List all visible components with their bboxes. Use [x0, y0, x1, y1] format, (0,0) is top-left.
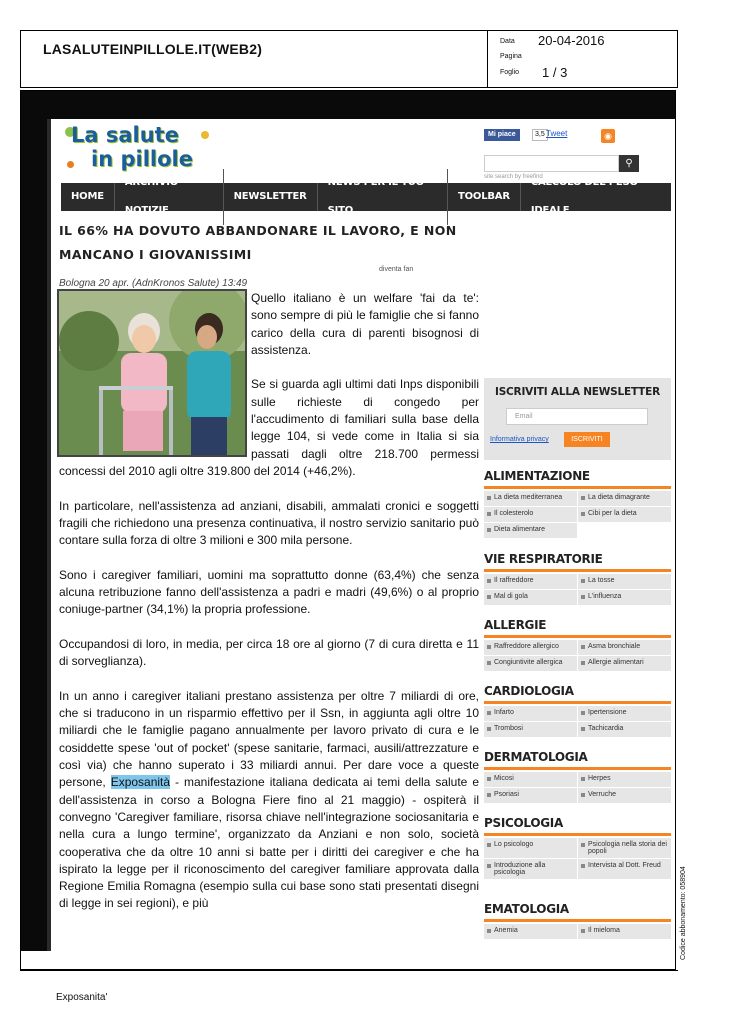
search-icon[interactable]: ⚲ — [619, 155, 639, 172]
category-link[interactable]: La dieta mediterranea — [484, 491, 577, 506]
category-link[interactable]: Tachicardia — [578, 722, 671, 737]
category-ematologia — [484, 902, 671, 939]
newsletter-title: ISCRIVITI ALLA NEWSLETTER — [494, 386, 660, 398]
subscription-code: Codice abbonamento: 058904 — [680, 866, 687, 960]
category-link[interactable]: Psicologia nella storia dei popoli — [578, 838, 671, 858]
paragraph: Occupandosi di loro, in media, per circa 18 ore al giorno (7 di cura diretta e 11 di sorveglianza). — [59, 636, 479, 669]
article-body — [59, 290, 479, 930]
category-link[interactable]: Mal di gola — [484, 590, 577, 605]
category-link[interactable]: La dieta dimagrante — [578, 491, 671, 506]
search-note: site search by freefind — [484, 174, 543, 180]
category-link[interactable]: Il raffreddore — [484, 574, 577, 589]
page-screenshot — [20, 90, 676, 970]
paragraph: In un anno i caregiver italiani prestano assistenza per oltre 7 miliardi di ore, che si traducono in un risparmio effettivo per il Ssn, in aggiunta agli oltre 10 miliardi che le famiglie pagano annualmente per lavoro privato di cura e le cosiddette spese 'out of pocket' (spese sanitarie, farmaci, ausili/attrezzature e così via) che hanno superato i 33 miliardi annui. Per dare voce a queste persone, Exposanità - manifestazione italiana dedicata ai temi della salute e dell'assistenza in corso a Bologna Fiere fino al 21 maggio) - ospiterà il convegno 'Caregiver familiare, risorsa chiave nell'integrazione sociosanitaria e nella cura a lungo termine', organizzato da Anziani e non solo, società cooperativa che da oltre 10 anni si batte per i diritti dei caregiver e che ha ispirato la legge per il riconoscimento del caregiver familiare approvata dalla Regione Emilia Romagna (esempio sulla cui base sono stati presentati disegni di legge in sei regioni), e più — [59, 688, 479, 911]
category-link[interactable]: Allergie alimentari — [578, 656, 671, 671]
paragraph: Quello italiano è un welfare 'fai da te': sono sempre di più le famiglie che si fanno carico della cura di parenti bisognosi di assistenza. — [251, 291, 479, 357]
category-link[interactable]: Verruche — [578, 788, 671, 803]
publication-name: LASALUTEINPILLOLE.IT(WEB2) — [43, 41, 263, 57]
category-cardiologia — [484, 684, 671, 737]
logo-line2: in pillole — [91, 147, 193, 171]
foglio-label: Foglio — [500, 69, 520, 76]
fan-link[interactable]: diventa fan — [379, 266, 414, 273]
category-link[interactable]: Anemia — [484, 924, 577, 939]
category-link[interactable]: L'influenza — [578, 590, 671, 605]
nav-toolbar[interactable]: TOOLBAR — [448, 183, 521, 211]
date-value: 20-04-2016 — [538, 33, 605, 48]
category-link[interactable]: Intervista al Dott. Freud — [578, 859, 671, 879]
category-link[interactable]: Lo psicologo — [484, 838, 577, 858]
subscribe-button[interactable]: ISCRIVITI — [564, 432, 610, 447]
category-title: ALIMENTAZIONE — [484, 469, 671, 489]
nav-home[interactable]: HOME — [61, 183, 115, 211]
category-link[interactable]: Asma bronchiale — [578, 640, 671, 655]
facebook-like-button[interactable]: Mi piace — [484, 129, 520, 141]
category-title: EMATOLOGIA — [484, 902, 671, 922]
press-header — [20, 30, 678, 88]
rss-icon[interactable]: ◉ — [601, 129, 615, 143]
category-link[interactable]: Infarto — [484, 706, 577, 721]
category-title: CARDIOLOGIA — [484, 684, 671, 704]
article-dateline: Bologna 20 apr. (AdnKronos Salute) 13:49 — [59, 278, 248, 289]
foglio-value: 1 / 3 — [542, 65, 568, 80]
category-link[interactable]: Congiuntivite allergica — [484, 656, 577, 671]
category-alimentazione — [484, 469, 671, 538]
data-label: Data — [500, 38, 515, 45]
paragraph: In particolare, nell'assistenza ad anziani, disabili, ammalati cronici e soggetti fragili che richiedono una presenza continuativa, il nostro servizio sanitario può contare sulla forza di oltre 3 milioni e 300 mila persone. — [59, 498, 479, 548]
category-link[interactable]: Herpes — [578, 772, 671, 787]
newsletter-box — [484, 378, 671, 460]
facebook-like-count: 3,5 — [532, 129, 548, 141]
category-link[interactable]: Il colesterolo — [484, 507, 577, 522]
category-link[interactable]: Raffreddore allergico — [484, 640, 577, 655]
category-link[interactable]: Trombosi — [484, 722, 577, 737]
privacy-link[interactable]: Informativa privacy — [490, 436, 549, 443]
footer-source: Exposanita' — [56, 992, 108, 1003]
category-link[interactable]: Ipertensione — [578, 706, 671, 721]
category-psicologia — [484, 816, 671, 879]
category-link[interactable]: La tosse — [578, 574, 671, 589]
press-meta — [487, 31, 679, 87]
category-vie-respiratorie — [484, 552, 671, 605]
logo-line1: La salute — [71, 123, 179, 147]
highlighted-term: Exposanità — [110, 775, 171, 790]
tweet-link[interactable]: Tweet — [546, 129, 568, 138]
category-title: PSICOLOGIA — [484, 816, 671, 836]
category-link[interactable]: Cibi per la dieta — [578, 507, 671, 522]
nav-archivio[interactable]: ARCHIVIO NOTIZIE — [115, 169, 224, 225]
category-link[interactable]: Dieta alimentare — [484, 523, 577, 538]
article-title: IL 66% HA DOVUTO ABBANDONARE IL LAVORO, E NON MANCANO I GIOVANISSIMI — [59, 223, 457, 262]
nav-peso-ideale[interactable]: CALCOLO DEL PESO IDEALE — [530, 177, 638, 216]
category-link[interactable]: Introduzione alla psicologia — [484, 859, 577, 879]
newsletter-email-input[interactable]: Email — [506, 408, 648, 425]
category-allergie — [484, 618, 671, 671]
category-link[interactable]: Micosi — [484, 772, 577, 787]
category-dermatologia — [484, 750, 671, 803]
category-link[interactable]: Il mieloma — [578, 924, 671, 939]
nav-newsletter[interactable]: NEWSLETTER — [224, 183, 318, 211]
category-title: ALLERGIE — [484, 618, 671, 638]
nav-news-sito[interactable]: NEWS PER IL TUO SITO — [318, 169, 448, 225]
category-title: VIE RESPIRATORIE — [484, 552, 671, 572]
paragraph: Sono i caregiver familiari, uomini ma soprattutto donne (63,4%) che senza alcuna retribuzione fanno dell'assistenza a padri e madri (49,6%) o al proprio coniuge-partner (34,1%) la propria professione. — [59, 567, 479, 617]
category-title: DERMATOLOGIA — [484, 750, 671, 770]
category-link[interactable]: Psoriasi — [484, 788, 577, 803]
paragraph: Se si guarda agli ultimi dati Inps disponibili sulle richieste di congedo per l'accudimento di familiari sulla base della legge 104, si vede come in Italia si sia passati dagli oltre 218.700 permessi concessi del 2010 agli oltre 319.800 del 2014 (+46,2%). — [59, 377, 479, 478]
pagina-label: Pagina — [500, 53, 522, 60]
